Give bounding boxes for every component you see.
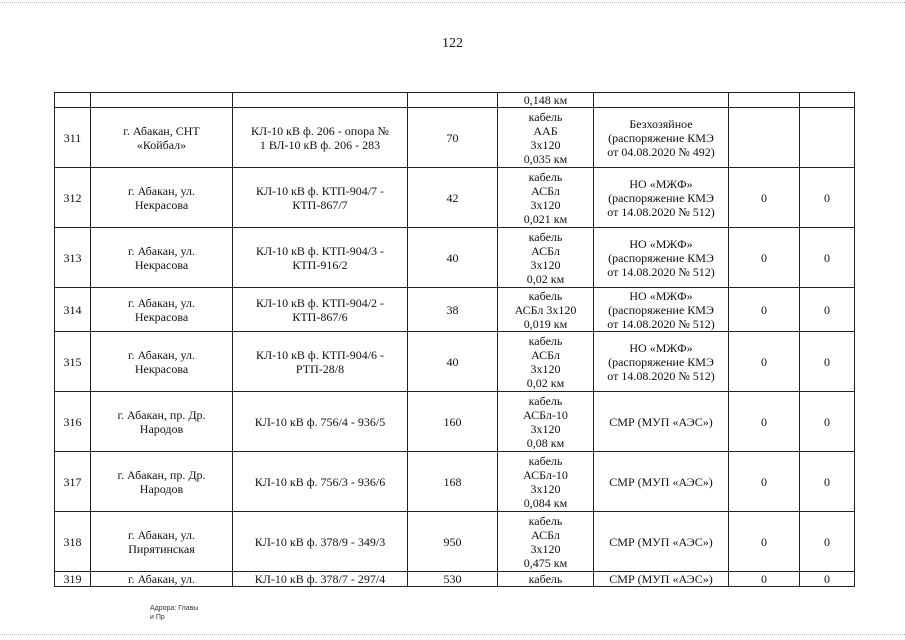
cell-cable: кабель АСБл 3х120 0,475 км [498, 512, 594, 572]
table-row [55, 572, 855, 587]
cell-cable: кабель ААБ 3х120 0,035 км [498, 108, 594, 168]
cell-object: КЛ-10 кВ ф. 378/7 - 297/4 [233, 572, 408, 587]
cell-address: г. Абакан, ул. [91, 572, 233, 587]
cell-value-1: 0 [729, 452, 800, 512]
cell-value-2: 0 [800, 288, 855, 332]
cell-num: 312 [55, 168, 91, 228]
cell-num [55, 93, 91, 108]
cell-value-2: 0 [800, 452, 855, 512]
cell-num: 317 [55, 452, 91, 512]
table-row [55, 168, 855, 228]
cell-value-2: 0 [800, 512, 855, 572]
cell-object: КЛ-10 кВ ф. 206 - опора № 1 ВЛ-10 кВ ф. 206 - 283 [233, 108, 408, 168]
footer-line-1: Адрора: Главы [150, 605, 199, 612]
cell-length: 40 [408, 228, 498, 288]
table-row [55, 288, 855, 332]
cell-cable: кабель АСБл 3х120 0,019 км [498, 288, 594, 332]
cell-length: 42 [408, 168, 498, 228]
cell-address: г. Абакан, ул. Некрасова [91, 288, 233, 332]
cell-address: г. Абакан, ул. Некрасова [91, 168, 233, 228]
cell-length: 70 [408, 108, 498, 168]
cell-owner: СМР (МУП «АЭС») [594, 512, 729, 572]
cell-address: г. Абакан, ул. Некрасова [91, 228, 233, 288]
cell-num: 319 [55, 572, 91, 587]
cell-value-1: 0 [729, 168, 800, 228]
cell-length: 530 [408, 572, 498, 587]
cell-length: 40 [408, 332, 498, 392]
cell-owner: СМР (МУП «АЭС») [594, 392, 729, 452]
cell-cable: 0,148 км [498, 93, 594, 108]
table-row [55, 108, 855, 168]
cell-num: 313 [55, 228, 91, 288]
cell-value-2: 0 [800, 168, 855, 228]
cell-value-1: 0 [729, 332, 800, 392]
cell-owner [594, 93, 729, 108]
cell-length: 168 [408, 452, 498, 512]
footer-line-2: и Пр [150, 614, 165, 621]
cell-length [408, 93, 498, 108]
cell-value-2: 0 [800, 228, 855, 288]
cell-object: КЛ-10 кВ ф. 756/3 - 936/6 [233, 452, 408, 512]
table-row-continued [55, 93, 855, 108]
cell-cable: кабель [498, 572, 594, 587]
scan-artifact-top [0, 2, 905, 3]
cell-length: 160 [408, 392, 498, 452]
cell-length: 950 [408, 512, 498, 572]
cell-address: г. Абакан, пр. Др. Народов [91, 392, 233, 452]
registry-table [54, 92, 855, 587]
cell-num: 318 [55, 512, 91, 572]
cell-value-2: 0 [800, 332, 855, 392]
cell-value-1: 0 [729, 228, 800, 288]
cell-value-1: 0 [729, 572, 800, 587]
table-row [55, 228, 855, 288]
cell-num: 315 [55, 332, 91, 392]
page-number: 122 [442, 36, 463, 51]
cell-cable: кабель АСБл-10 3х120 0,084 км [498, 452, 594, 512]
cell-address: г. Абакан, пр. Др. Народов [91, 452, 233, 512]
cell-owner: НО «МЖФ» (распоряжение КМЭ от 14.08.2020 № 512) [594, 168, 729, 228]
table-row [55, 332, 855, 392]
cell-value-1 [729, 93, 800, 108]
cell-object: КЛ-10 кВ ф. КТП-904/2 - КТП-867/6 [233, 288, 408, 332]
cell-owner: НО «МЖФ» (распоряжение КМЭ от 14.08.2020 № 512) [594, 332, 729, 392]
cell-owner: Безхозяйное (распоряжение КМЭ от 04.08.2020 № 492) [594, 108, 729, 168]
cell-address: г. Абакан, СНТ «Койбал» [91, 108, 233, 168]
cell-owner: СМР (МУП «АЭС») [594, 452, 729, 512]
table-row [55, 512, 855, 572]
cell-address: г. Абакан, ул. Некрасова [91, 332, 233, 392]
cell-object: КЛ-10 кВ ф. КТП-904/7 - КТП-867/7 [233, 168, 408, 228]
cell-value-2 [800, 93, 855, 108]
cell-value-2 [800, 108, 855, 168]
table-row [55, 392, 855, 452]
cell-address: г. Абакан, ул. Пирятинская [91, 512, 233, 572]
cell-object: КЛ-10 кВ ф. КТП-904/3 - КТП-916/2 [233, 228, 408, 288]
cell-object: КЛ-10 кВ ф. 378/9 - 349/3 [233, 512, 408, 572]
table-row [55, 452, 855, 512]
cell-num: 316 [55, 392, 91, 452]
cell-address [91, 93, 233, 108]
cell-object: КЛ-10 кВ ф. КТП-904/6 - РТП-28/8 [233, 332, 408, 392]
cell-value-1: 0 [729, 392, 800, 452]
cell-num: 311 [55, 108, 91, 168]
cell-cable: кабель АСБл-10 3х120 0,08 км [498, 392, 594, 452]
cell-length: 38 [408, 288, 498, 332]
cell-cable: кабель АСБл 3х120 0,021 км [498, 168, 594, 228]
cell-cable: кабель АСБл 3х120 0,02 км [498, 332, 594, 392]
cell-value-2: 0 [800, 572, 855, 587]
cell-value-1: 0 [729, 512, 800, 572]
cell-owner: НО «МЖФ» (распоряжение КМЭ от 14.08.2020 № 512) [594, 288, 729, 332]
cell-owner: СМР (МУП «АЭС») [594, 572, 729, 587]
scan-artifact-bottom [0, 634, 905, 635]
footer-note [150, 604, 198, 622]
cell-value-1: 0 [729, 288, 800, 332]
cell-cable: кабель АСБл 3х120 0,02 км [498, 228, 594, 288]
cell-owner: НО «МЖФ» (распоряжение КМЭ от 14.08.2020 № 512) [594, 228, 729, 288]
cell-value-2: 0 [800, 392, 855, 452]
cell-num: 314 [55, 288, 91, 332]
cell-object [233, 93, 408, 108]
cell-value-1 [729, 108, 800, 168]
cell-object: КЛ-10 кВ ф. 756/4 - 936/5 [233, 392, 408, 452]
